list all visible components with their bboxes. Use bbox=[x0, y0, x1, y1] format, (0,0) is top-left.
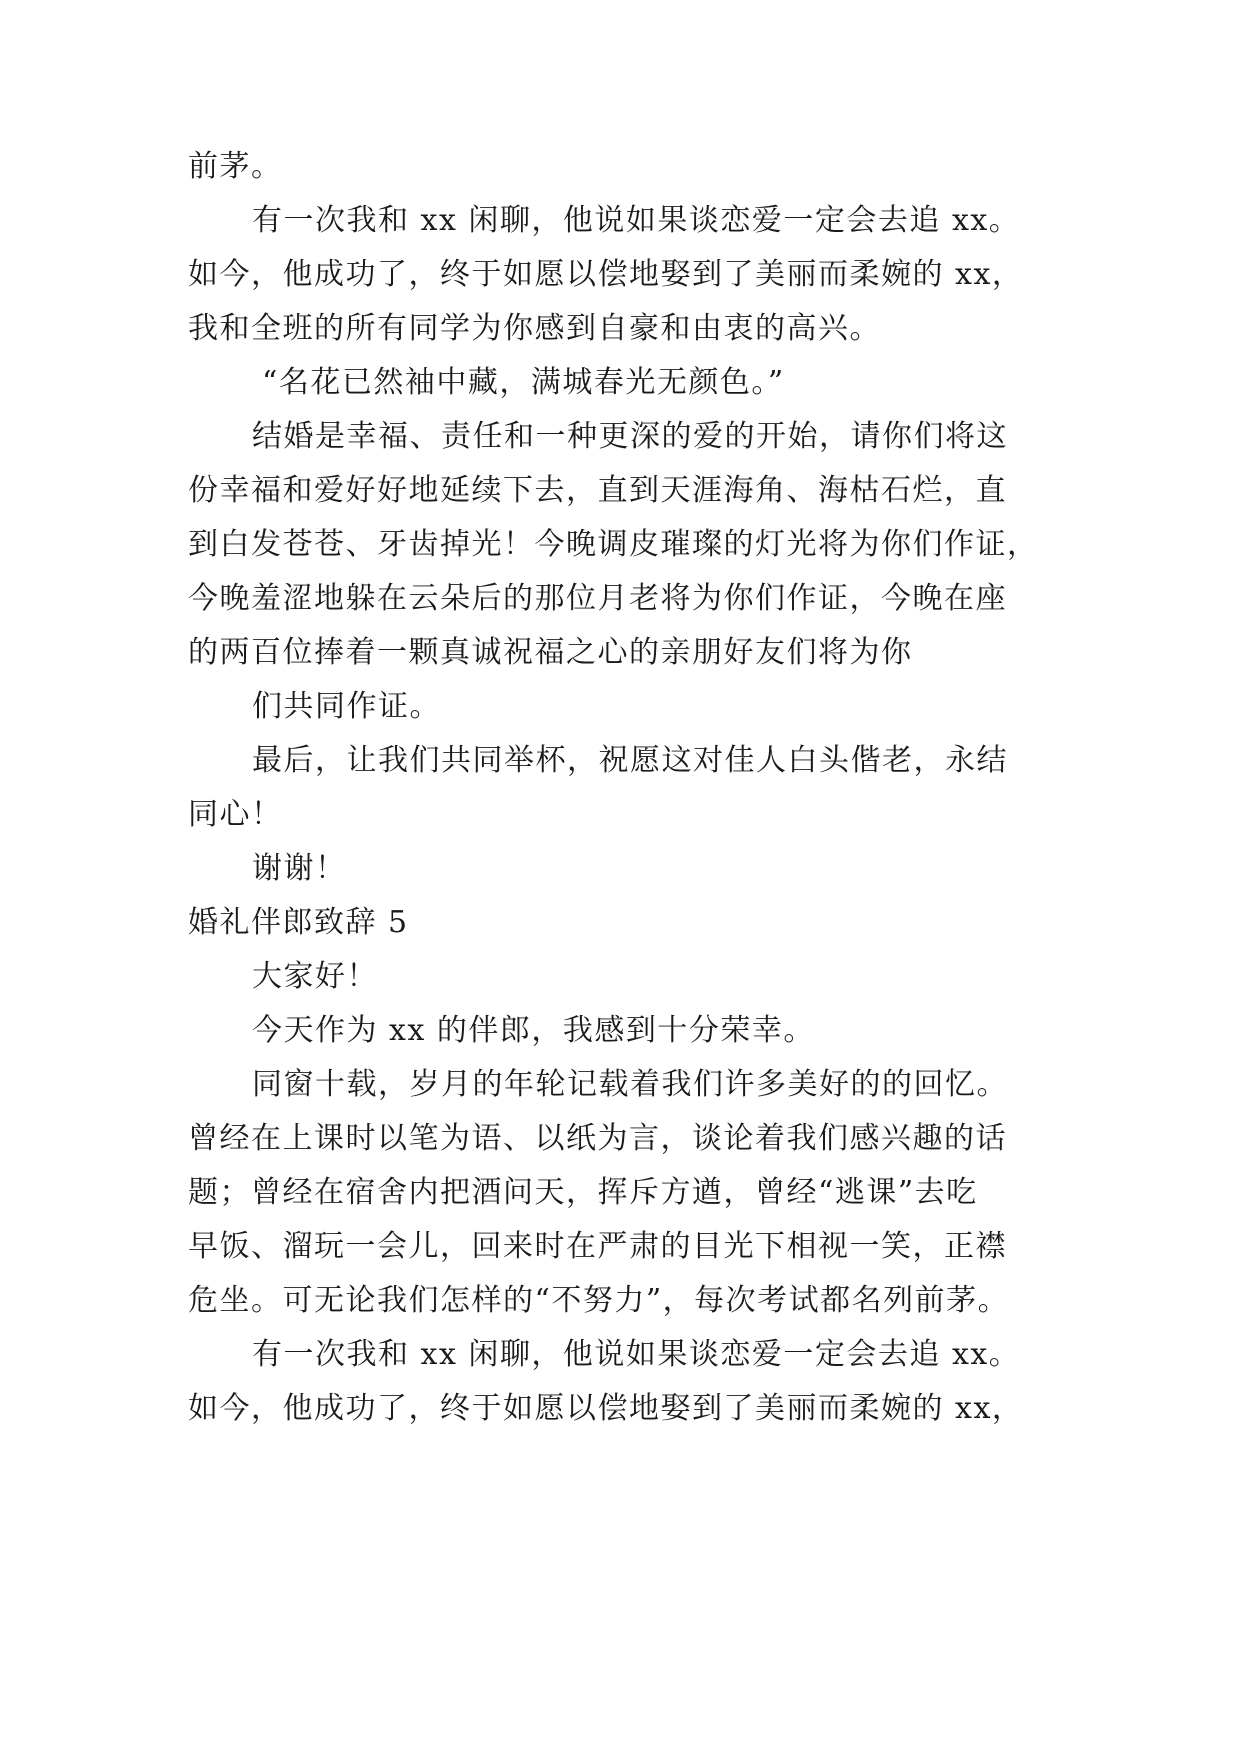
text-line: 我和全班的所有同学为你感到自豪和由衷的高兴。 bbox=[188, 311, 881, 346]
text-line: 如今，他成功了，终于如愿以偿地娶到了美丽而柔婉的 xx， bbox=[188, 1391, 1024, 1426]
text-line: 危坐。可无论我们怎样的“不努力”，每次考试都名列前茅。 bbox=[188, 1283, 1010, 1318]
text-line: 有一次我和 xx 闲聊，他说如果谈恋爱一定会去追 xx。 bbox=[252, 1337, 1021, 1372]
text-line: 曾经在上课时以笔为语、以纸为言，谈论着我们感兴趣的话 bbox=[188, 1121, 1007, 1156]
text-line: 到白发苍苍、牙齿掉光！今晚调皮璀璨的灯光将为你们作证， bbox=[188, 527, 1039, 562]
quote-line: “名花已然袖中藏，满城春光无颜色。” bbox=[262, 365, 785, 400]
text-line: 最后，让我们共同举杯，祝愿这对佳人白头偕老，永结 bbox=[252, 743, 1008, 778]
text-line: 题；曾经在宿舍内把酒问天，挥斥方遒，曾经“逃课”去吃 bbox=[188, 1175, 978, 1210]
text-line: 同窗十载，岁月的年轮记载着我们许多美好的的回忆。 bbox=[252, 1067, 1008, 1102]
text-line: 们共同作证。 bbox=[252, 689, 441, 724]
text-line: 如今，他成功了，终于如愿以偿地娶到了美丽而柔婉的 xx， bbox=[188, 257, 1024, 292]
text-line: 今天作为 xx 的伴郎，我感到十分荣幸。 bbox=[252, 1013, 815, 1048]
text-line: 大家好！ bbox=[252, 959, 378, 994]
text-line: 早饭、溜玩一会儿，回来时在严肃的目光下相视一笑，正襟 bbox=[188, 1229, 1007, 1264]
text-line: 前茅。 bbox=[188, 149, 283, 184]
text-line: 的两百位捧着一颗真诚祝福之心的亲朋好友们将为你 bbox=[188, 635, 913, 670]
text-line: 有一次我和 xx 闲聊，他说如果谈恋爱一定会去追 xx。 bbox=[252, 203, 1021, 238]
text-line: 谢谢！ bbox=[252, 851, 347, 886]
text-line: 份幸福和爱好好地延续下去，直到天涯海角、海枯石烂，直 bbox=[188, 473, 1007, 508]
text-line: 今晚羞涩地躲在云朵后的那位月老将为你们作证，今晚在座 bbox=[188, 581, 1007, 616]
section-heading: 婚礼伴郎致辞 5 bbox=[188, 905, 409, 940]
text-line: 同心！ bbox=[188, 797, 283, 832]
text-line: 结婚是幸福、责任和一种更深的爱的开始，请你们将这 bbox=[252, 419, 1008, 454]
